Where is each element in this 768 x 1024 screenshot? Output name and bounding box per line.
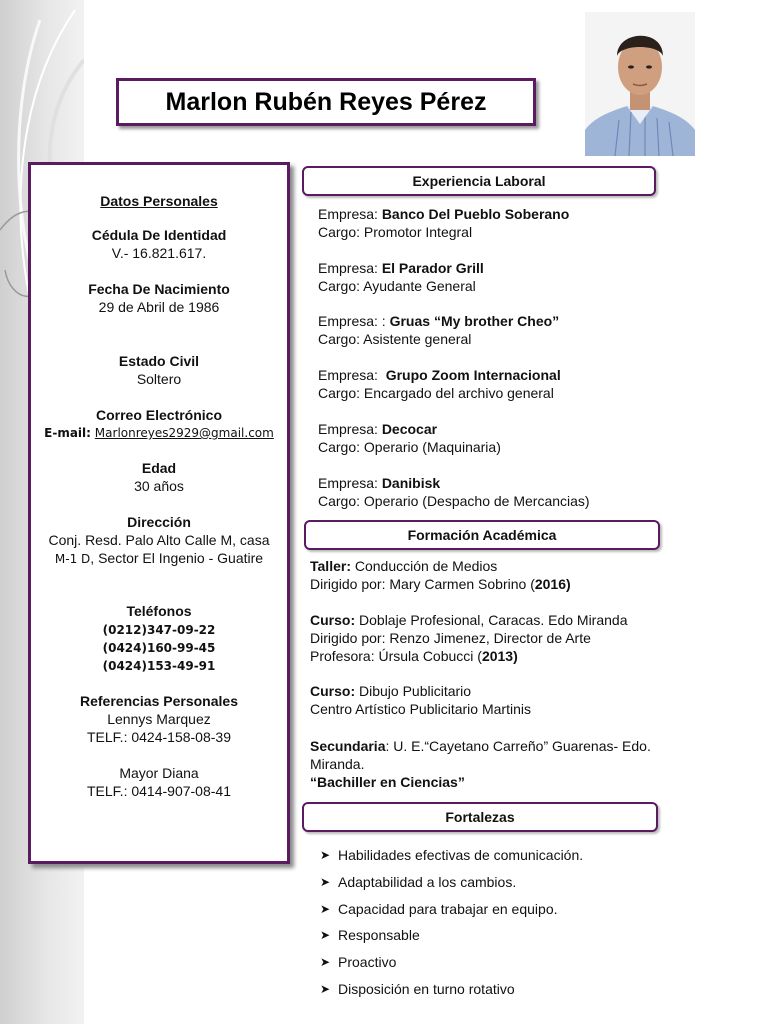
- job-role: Asistente general: [363, 331, 472, 347]
- profile-photo: [585, 12, 695, 156]
- arrow-bullet-icon: ➤: [320, 901, 331, 916]
- birth-label: Fecha De Nacimiento: [88, 281, 230, 297]
- list-item: [320, 926, 583, 953]
- job-company-prefix: Empresa: :: [318, 313, 386, 329]
- job-role-prefix: Cargo:: [318, 493, 361, 509]
- experience-title: Experiencia Laboral: [412, 173, 546, 189]
- secundaria-label: Secundaria: [310, 738, 386, 754]
- email-line: [31, 424, 287, 442]
- education-curso-1: Curso: Doblaje Profesional, Caracas. Edo Miranda Dirigido por: Renzo Jimenez, Director de Arte Profesora: Úrsula Cobucci (2013): [310, 612, 628, 664]
- job-3: [318, 312, 559, 348]
- reference-1-name: Lennys Marquez: [107, 711, 211, 727]
- job-company: Banco Del Pueblo Soberano: [381, 206, 570, 222]
- education-taller: Taller: Conducción de Medios Dirigido por: Mary Carmen Sobrino (2016): [310, 558, 571, 592]
- personal-data-title: Datos Personales: [100, 193, 218, 209]
- age-label: Edad: [141, 460, 177, 476]
- address-line-2: [31, 549, 287, 568]
- address-line-1: Conj. Resd. Palo Alto Calle M, casa: [48, 532, 270, 548]
- education-heading: [304, 520, 660, 550]
- job-role-prefix: Cargo:: [318, 331, 361, 347]
- curso-value: Dibujo Publicitario: [359, 683, 472, 699]
- phone-1: (0212)347-09-22: [102, 623, 216, 637]
- job-role: Operario (Despacho de Mercancias): [363, 493, 590, 509]
- strengths-title: Fortalezas: [445, 809, 515, 825]
- cedula-label: Cédula De Identidad: [91, 227, 227, 243]
- email-link[interactable]: Marlonreyes2929@gmail.com: [94, 426, 274, 440]
- cedula-value: V.- 16.821.617.: [111, 245, 207, 261]
- job-1: [318, 205, 569, 241]
- job-company: Grupo Zoom Internacional: [385, 367, 561, 383]
- job-role-prefix: Cargo:: [318, 224, 361, 240]
- list-item: [320, 846, 583, 873]
- job-5: [318, 420, 501, 456]
- address-code: M-1 D: [54, 552, 91, 566]
- phones-label: Teléfonos: [126, 603, 192, 619]
- strength-label: Capacidad para trabajar en equipo.: [338, 900, 558, 917]
- taller-value: Conducción de Medios: [354, 558, 498, 574]
- job-role-prefix: Cargo:: [318, 278, 361, 294]
- taller-label: Taller:: [310, 558, 351, 574]
- strength-label: Proactivo: [338, 954, 397, 971]
- taller-director: Dirigido por: Mary Carmen Sobrino (: [310, 576, 535, 592]
- job-company-prefix: Empresa:: [318, 206, 378, 222]
- name-banner: [116, 78, 536, 126]
- job-company: Danibisk: [381, 475, 441, 491]
- address-label: Dirección: [127, 514, 191, 530]
- job-2: [318, 259, 484, 295]
- civil-status-value: Soltero: [136, 371, 182, 387]
- job-company: El Parador Grill: [381, 260, 484, 276]
- arrow-bullet-icon: ➤: [320, 848, 331, 862]
- strength-label: Disposición en turno rotativo: [338, 980, 515, 997]
- curso-year: 2013: [481, 648, 514, 664]
- email-label: Correo Electrónico: [95, 407, 223, 423]
- phone-3: (0424)153-49-91: [102, 659, 216, 673]
- job-role: Promotor Integral: [363, 224, 473, 240]
- arrow-bullet-icon: ➤: [320, 981, 331, 996]
- curso-director: Dirigido por: Renzo Jimenez, Director de Arte: [310, 630, 591, 646]
- strengths-heading: [302, 802, 658, 832]
- job-4: [318, 366, 561, 402]
- arrow-bullet-icon: ➤: [320, 874, 331, 889]
- age-value: 30 años: [134, 478, 184, 494]
- birth-value: 29 de Abril de 1986: [98, 299, 220, 315]
- strength-label: Habilidades efectivas de comunicación.: [338, 847, 584, 863]
- job-company-prefix: Empresa:: [318, 367, 378, 383]
- strength-label: Adaptabilidad a los cambios.: [338, 873, 517, 890]
- address-rest: , Sector El Ingenio - Guatire: [90, 550, 264, 566]
- job-role: Operario (Maquinaria): [363, 439, 501, 455]
- job-company: Gruas “My brother Cheo”: [389, 313, 560, 329]
- job-company-prefix: Empresa:: [318, 475, 378, 491]
- list-item: [320, 900, 583, 927]
- references-label: Referencias Personales: [80, 693, 238, 709]
- job-role: Ayudante General: [363, 278, 476, 294]
- taller-year: 2016: [534, 576, 567, 592]
- job-role-prefix: Cargo:: [318, 439, 361, 455]
- job-company-prefix: Empresa:: [318, 260, 378, 276]
- secundaria-cont: Miranda.: [310, 756, 365, 772]
- experience-heading: [302, 166, 656, 196]
- job-role: Encargado del archivo general: [363, 385, 554, 401]
- reference-2-name: Mayor Diana: [119, 765, 199, 781]
- list-item: [320, 873, 583, 900]
- education-secundaria: [310, 737, 651, 791]
- full-name: Marlon Rubén Reyes Pérez: [165, 87, 487, 116]
- arrow-bullet-icon: ➤: [320, 928, 331, 943]
- list-item: [320, 953, 583, 980]
- job-company-prefix: Empresa:: [318, 421, 378, 437]
- reference-2-phone: TELF.: 0414-907-08-41: [87, 783, 231, 799]
- education-curso-2: [310, 682, 531, 718]
- bachiller-title: “Bachiller en Ciencias”: [310, 774, 465, 790]
- curso-label: Curso:: [310, 612, 356, 628]
- reference-1-phone: TELF.: 0424-158-08-39: [87, 729, 231, 745]
- job-6: [318, 474, 590, 510]
- curso-center: Centro Artístico Publicitario Martinis: [310, 701, 531, 717]
- secundaria-value: : U. E.“Cayetano Carreño” Guarenas- Edo.: [385, 738, 651, 754]
- education-title: Formación Académica: [407, 527, 557, 543]
- job-company: Decocar: [381, 421, 438, 437]
- list-item: [320, 980, 583, 1007]
- arrow-bullet-icon: ➤: [320, 955, 331, 970]
- phone-2: (0424)160-99-45: [102, 641, 216, 655]
- job-role-prefix: Cargo:: [318, 385, 361, 401]
- strength-label: Responsable: [338, 927, 420, 944]
- email-prefix: E-mail:: [44, 426, 91, 440]
- strengths-list: [320, 846, 583, 1007]
- curso-label: Curso:: [310, 683, 356, 699]
- personal-data-panel: [28, 162, 290, 864]
- curso-professor: Profesora: Úrsula Cobucci (: [310, 648, 482, 664]
- civil-status-label: Estado Civil: [118, 353, 200, 369]
- curso-value: Doblaje Profesional, Caracas. Edo Miranda: [359, 612, 628, 628]
